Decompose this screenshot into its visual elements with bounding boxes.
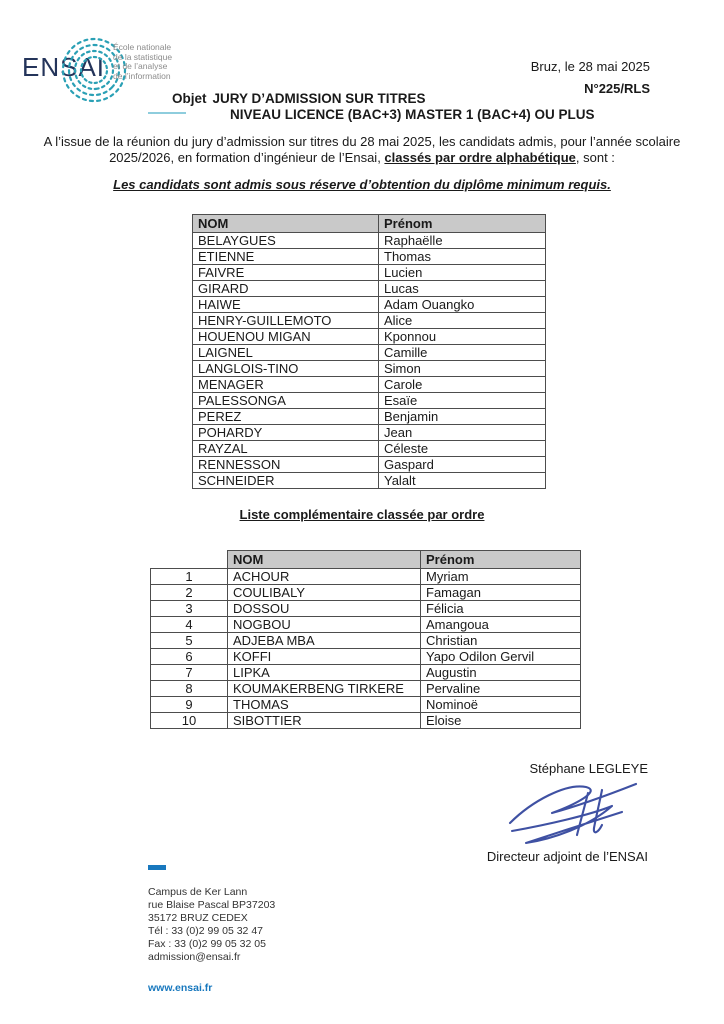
table-cell: POHARDY [193,425,379,441]
objet-underline-rule [148,112,186,114]
column-header-nom: NOM [228,551,421,569]
subject-line [172,91,426,106]
address-line: Tél : 33 (0)2 99 05 32 47 [148,925,263,937]
table-cell: COULIBALY [228,585,421,601]
table-cell: Pervaline [421,681,581,697]
table-cell: Kponnou [379,329,546,345]
table-cell: 3 [151,601,228,617]
table-row [151,697,581,713]
table-cell: Adam Ouangko [379,297,546,313]
table-cell: KOUMAKERBENG TIRKERE [228,681,421,697]
table-cell: 8 [151,681,228,697]
handwritten-signature [504,775,654,852]
table-cell: Augustin [421,665,581,681]
footer-dash-icon [148,865,166,870]
table-row [151,585,581,601]
table-row [193,249,546,265]
emphasized-phrase: classés par ordre alphabétique [384,149,576,165]
address-line: Fax : 33 (0)2 99 05 32 05 [148,938,266,950]
table-cell: BELAYGUES [193,233,379,249]
table-row [151,601,581,617]
table-cell: NOGBOU [228,617,421,633]
contact-email: admission@ensai.fr [148,951,241,963]
table-cell: LANGLOIS-TINO [193,361,379,377]
table-cell: ETIENNE [193,249,379,265]
table-row [193,377,546,393]
table-cell: Eloise [421,713,581,729]
table-cell: Lucas [379,281,546,297]
table-cell: ADJEBA MBA [228,633,421,649]
subject-title: JURY D’ADMISSION SUR TITRES [212,91,426,106]
table-cell: PEREZ [193,409,379,425]
table-row [193,281,546,297]
table-cell: Carole [379,377,546,393]
address-line: rue Blaise Pascal BP37203 [148,899,276,911]
table-cell: HENRY-GUILLEMOTO [193,313,379,329]
table-cell: 10 [151,713,228,729]
table-cell: 1 [151,569,228,585]
date-line: Bruz, le 28 mai 2025 [530,59,650,74]
table-row [193,393,546,409]
tagline-line: École nationale [113,42,172,52]
table-row [151,681,581,697]
rank-column-blank-header [151,551,228,569]
footer-address-block [148,886,275,964]
table-row [193,265,546,281]
table-row [193,457,546,473]
table-cell: Thomas [379,249,546,265]
table-cell: PALESSONGA [193,393,379,409]
table-cell: 5 [151,633,228,649]
ensai-logo-text: ENSAI [22,52,106,82]
table-cell: ACHOUR [228,569,421,585]
table-row [193,233,546,249]
table-cell: Myriam [421,569,581,585]
table-row [151,633,581,649]
table-cell: Nominoë [421,697,581,713]
website-link: www.ensai.fr [148,982,213,994]
table-cell: LIPKA [228,665,421,681]
table-cell: MENAGER [193,377,379,393]
table-cell: Félicia [421,601,581,617]
table-cell: Lucien [379,265,546,281]
table-cell: Benjamin [379,409,546,425]
address-line: Campus de Ker Lann [148,886,248,898]
table-row [151,649,581,665]
table-row [151,617,581,633]
complementary-list-table [150,550,581,729]
table-cell: DOSSOU [228,601,421,617]
table-row [193,345,546,361]
table-row [193,409,546,425]
table-cell: HOUENOU MIGAN [193,329,379,345]
subject-label: Objet [172,91,207,106]
table-row [151,665,581,681]
column-header-prenom: Prénom [379,215,546,233]
table-cell: Céleste [379,441,546,457]
table-cell: Famagan [421,585,581,601]
table-cell: HAIWE [193,297,379,313]
table-row [193,313,546,329]
table-row [193,329,546,345]
table-cell: Gaspard [379,457,546,473]
signer-title: Directeur adjoint de l’ENSAI [486,849,648,864]
table-cell: LAIGNEL [193,345,379,361]
table-cell: Yapo Odilon Gervil [421,649,581,665]
signer-name: Stéphane LEGLEYE [529,761,648,776]
ensai-tagline [113,43,172,81]
table-cell: Camille [379,345,546,361]
admitted-candidates-table [192,214,546,489]
subject-subtitle: NIVEAU LICENCE (BAC+3) MASTER 1 (BAC+4) OU PLUS [230,107,595,122]
tagline-line: de l’information [113,70,171,81]
table-cell: SCHNEIDER [193,473,379,489]
column-header-prenom: Prénom [421,551,581,569]
table-header-row [151,551,581,569]
table-header-row [193,215,546,233]
table-cell: THOMAS [228,697,421,713]
table-cell: RAYZAL [193,441,379,457]
intro-line-1: A l’issue de la réunion du jury d’admission sur titres du 28 mai 2025, les candidats admis, pour l’année scolaire [43,134,681,149]
table-row [193,361,546,377]
table-cell: RENNESSON [193,457,379,473]
table-cell: 9 [151,697,228,713]
table-cell: Simon [379,361,546,377]
table-cell: FAIVRE [193,265,379,281]
intro-paragraph [40,134,684,165]
reference-number: N°225/RLS [584,81,650,96]
complementary-list-heading: Liste complémentaire classée par ordre [239,507,485,522]
table-cell: 7 [151,665,228,681]
table-cell: GIRARD [193,281,379,297]
table-cell: Amangoua [421,617,581,633]
table-row [151,713,581,729]
table-cell: Esaïe [379,393,546,409]
table-cell: Yalalt [379,473,546,489]
table-row [193,425,546,441]
table-cell: Jean [379,425,546,441]
admitted-table-body [193,233,546,489]
table-cell: KOFFI [228,649,421,665]
tagline-line: de la statistique [113,51,173,62]
table-row [193,441,546,457]
date-reference-block [531,60,650,96]
table-cell: 4 [151,617,228,633]
table-row [193,297,546,313]
intro-line-2: 2025/2026, en formation d’ingénieur de l’Ensai, classés par ordre alphabétique, sont : [109,149,615,165]
table-row [193,473,546,489]
admission-notice: Les candidats sont admis sous réserve d’obtention du diplôme minimum requis. [113,177,611,192]
table-cell: 2 [151,585,228,601]
column-header-nom: NOM [193,215,379,233]
complementary-table-body [151,569,581,729]
table-cell: Alice [379,313,546,329]
address-line: 35172 BRUZ CEDEX [148,912,248,924]
table-row [151,569,581,585]
tagline-line: et de l’analyse [113,61,168,71]
table-cell: SIBOTTIER [228,713,421,729]
table-cell: 6 [151,649,228,665]
table-cell: Raphaëlle [379,233,546,249]
table-cell: Christian [421,633,581,649]
